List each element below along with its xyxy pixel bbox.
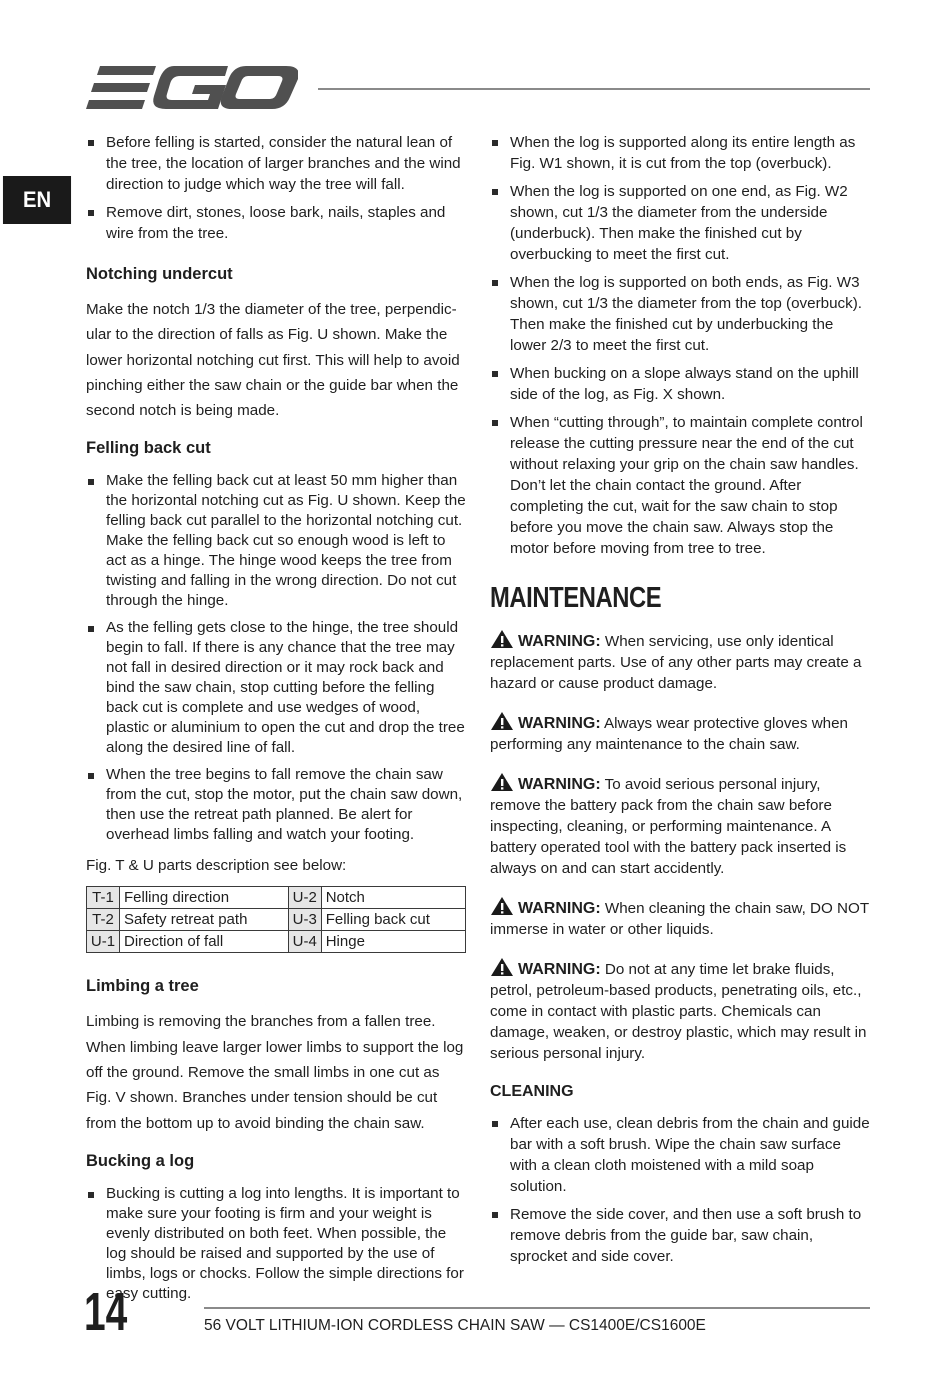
felling-back-list — [86, 471, 466, 845]
list-item: When the log is supported on both ends, as Fig. W3 shown, cut 1/3 the diameter from the top (overbuck). Then make the finished cut by underbucking the lower 2/3 to meet the first cut. — [490, 272, 872, 356]
list-item: Before felling is started, consider the natural lean of the tree, the location of larger branches and the wind direction to judge which way the tree will fall. — [86, 132, 466, 195]
warning-block — [490, 711, 872, 755]
list-item: When the log is supported along its entire length as Fig. W1 shown, it is cut from the top (overbuck). — [490, 132, 872, 174]
warning-triangle-icon — [490, 772, 514, 792]
page-number: 14 — [84, 1282, 128, 1342]
list-item: As the felling gets close to the hinge, the tree should begin to fall. If there is any chance that the tree may not fall in desired direction or it may rock back and bind the saw chain, stop cutting before the felling back cut is complete and use wedges of wood, plastic or aluminium to open the cut and drop the tree along the desired line of fall. — [86, 618, 466, 758]
warning-block — [490, 896, 872, 940]
part-description: Felling back cut — [321, 909, 465, 931]
bucking-list — [86, 1184, 466, 1304]
warning-triangle-icon — [490, 629, 514, 649]
part-code: U-3 — [288, 909, 321, 931]
part-code: U-4 — [288, 931, 321, 953]
warning-block — [490, 629, 872, 694]
part-description: Direction of fall — [120, 931, 289, 953]
parts-table — [86, 886, 466, 953]
right-column — [490, 132, 872, 1274]
maintenance-heading: MAINTENANCE — [490, 582, 662, 614]
warning-triangle-icon — [490, 957, 514, 977]
warning-label: WARNING: — [518, 900, 601, 917]
warning-block — [490, 957, 872, 1064]
part-code: U-2 — [288, 887, 321, 909]
list-item: When the log is supported on one end, as Fig. W2 shown, cut 1/3 the diameter from the underside (underbuck). Then make the finished cut by overbucking to meet the first cut. — [490, 181, 872, 265]
part-code: T-2 — [87, 909, 120, 931]
intro-bullet-list — [86, 132, 466, 244]
part-description: Notch — [321, 887, 465, 909]
warning-text: To avoid serious personal injury, remove the battery pack from the chain saw before inspecting, cleaning, or performing maintenance. A battery operated tool with the battery pack inserted is always on and can start accidently. — [490, 776, 847, 877]
notching-heading: Notching undercut — [86, 265, 233, 283]
felling-back-heading: Felling back cut — [86, 439, 211, 458]
cleaning-list — [490, 1113, 872, 1267]
table-row — [87, 909, 466, 931]
list-item: Make the felling back cut at least 50 mm higher than the horizontal notching cut as Fig. U shown. Keep the felling back cut parallel to the horizontal notching cut. Make the felling back cut so enough wood is left to act as a hinge. The hinge wood keeps the tree from twisting and falling in the wrong direction. Do not cut through the hinge. — [86, 471, 466, 611]
list-item: Remove dirt, stones, loose bark, nails, staples and wire from the tree. — [86, 202, 466, 244]
warning-triangle-icon — [490, 711, 514, 731]
notching-paragraph: Make the notch 1/3 the diameter of the tree, perpendic-ular to the direction of falls as Fig. U shown. Make the lower horizontal notching cut first. This will help to avoid pinching either the saw chain or the guide bar when the second notch is being made. — [86, 301, 460, 420]
table-row — [87, 931, 466, 953]
warning-label: WARNING: — [518, 961, 601, 978]
bucking-heading: Bucking a log — [86, 1151, 195, 1170]
warning-text: When servicing, use only identical replacement parts. Use of any other parts may create a hazard or cause product damage. — [490, 633, 862, 692]
footer-rule — [204, 1307, 870, 1309]
list-item: When “cutting through”, to maintain complete control release the cutting pressure near the end of the cut without relaxing your grip on the chain saw handles. Don’t let the chain contact the ground. After completing the cut, wait for the saw chain to stop before you move the chain saw. Always stop the motor before moving from tree to tree. — [490, 412, 872, 559]
ego-logo — [86, 62, 298, 114]
warning-text: Always wear protective gloves when performing any maintenance to the chain saw. — [490, 715, 849, 753]
warning-triangle-icon — [490, 896, 514, 916]
warning-label: WARNING: — [518, 715, 601, 732]
list-item: After each use, clean debris from the chain and guide bar with a soft brush. Wipe the chain saw surface with a clean cloth moistened with a mild soap solution. — [490, 1113, 872, 1197]
language-tab: EN — [3, 176, 71, 224]
part-code: T-1 — [87, 887, 120, 909]
left-column — [86, 132, 466, 1311]
warning-text: Do not at any time let brake fluids, petrol, petroleum-based products, penetrating oils, etc., come in contact with plastic parts. Chemicals can damage, weaken, or destroy plastic, which may result in serious personal injury. — [490, 961, 867, 1062]
list-item: When the tree begins to fall remove the chain saw from the cut, stop the motor, put the chain saw down, then use the retreat path planned. Be alert for overhead limbs falling and watch your footing. — [86, 765, 466, 845]
warning-block — [490, 772, 872, 879]
list-item: Remove the side cover, and then use a soft brush to remove debris from the guide bar, saw chain, sprocket and side cover. — [490, 1204, 872, 1267]
part-description: Safety retreat path — [120, 909, 289, 931]
table-row — [87, 887, 466, 909]
limbing-heading: Limbing a tree — [86, 977, 199, 996]
cleaning-heading: CLEANING — [490, 1083, 574, 1100]
part-description: Hinge — [321, 931, 465, 953]
list-item: When bucking on a slope always stand on the uphill side of the log, as Fig. X shown. — [490, 363, 872, 405]
bucking-continued-list — [490, 132, 872, 559]
footer-text: 56 VOLT LITHIUM-ION CORDLESS CHAIN SAW — CS1400E/CS1600E — [204, 1317, 706, 1334]
part-code: U-1 — [87, 931, 120, 953]
warning-label: WARNING: — [518, 633, 601, 650]
warning-label: WARNING: — [518, 776, 601, 793]
warning-text: When cleaning the chain saw, DO NOT immerse in water or other liquids. — [490, 900, 869, 938]
limbing-paragraph: Limbing is removing the branches from a fallen tree. When limbing leave larger lower limbs to support the log off the ground. Remove the small limbs in one cut as Fig. V shown. Branches under tension should be cut from the bottom up to avoid binding the chain saw. — [86, 1013, 464, 1132]
header-rule — [318, 88, 870, 90]
list-item: Bucking is cutting a log into lengths. It is important to make sure your footing is firm and your weight is evenly distributed on both feet. When possible, the log should be raised and supported by the use of limbs, logs or chocks. Follow the simple directions for easy cutting. — [86, 1184, 466, 1304]
fig-note: Fig. T & U parts description see below: — [86, 857, 347, 875]
part-description: Felling direction — [120, 887, 289, 909]
